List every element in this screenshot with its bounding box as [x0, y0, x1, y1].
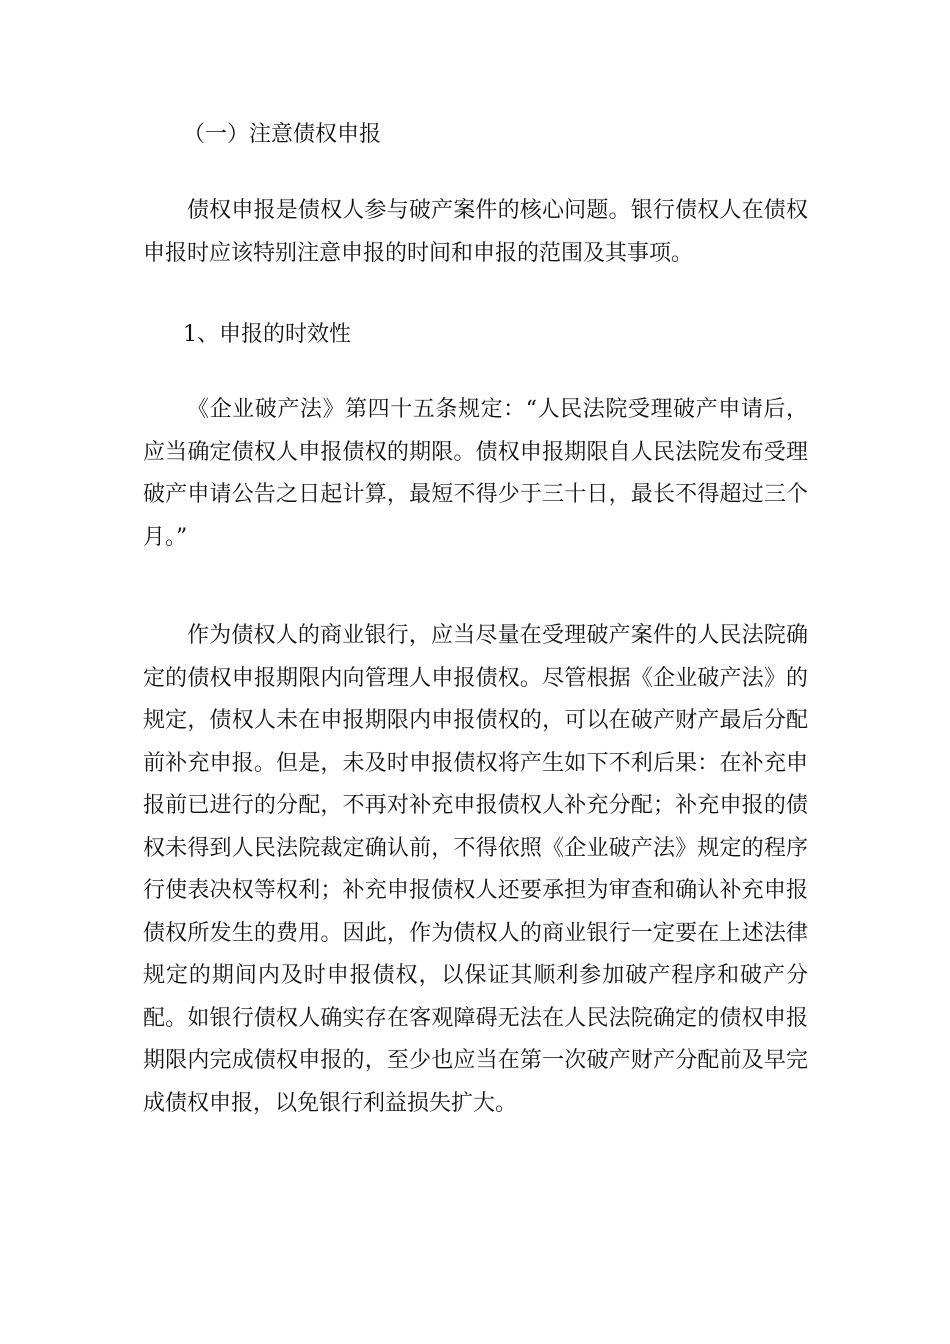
- analysis-paragraph: 作为债权人的商业银行，应当尽量在受理破产案件的人民法院确定的债权申报期限内向管理人申报债权。尽管根据《企业破产法》的规定，债权人未在申报期限内申报债权的，可以在破产财产最后分配前补充申报。但是，未及时申报债权将产生如下不利后果：在补充申报前已进行的分配，不再对补充申报债权人补充分配；补充申报的债权未得到人民法院裁定确认前，不得依照《企业破产法》规定的程序行使表决权等权利；补充申报债权人还要承担为审查和确认补充申报债权所发生的费用。因此，作为债权人的商业银行一定要在上述法律规定的期间内及时申报债权，以保证其顺利参加破产程序和破产分配。如银行债权人确实存在客观障碍无法在人民法院确定的债权申报期限内完成债权申报的，至少也应当在第一次破产财产分配前及早完成债权申报，以免银行利益损失扩大。: [143, 623, 808, 1116]
- section-heading: （一）注意债权申报: [183, 122, 382, 147]
- intro-paragraph: 债权申报是债权人参与破产案件的核心问题。银行债权人在债权申报时应该特别注意申报的时间和申报的范围及其事项。: [143, 198, 808, 266]
- subheading-timeliness: 1、申报的时效性: [183, 322, 351, 347]
- law-quote-paragraph: 《企业破产法》第四十五条规定：“人民法院受理破产申请后，应当确定债权人申报债权的期限。债权申报期限自人民法院发布受理破产申请公告之日起计算，最短不得少于三十日，最长不得超过三个月。”: [143, 397, 808, 550]
